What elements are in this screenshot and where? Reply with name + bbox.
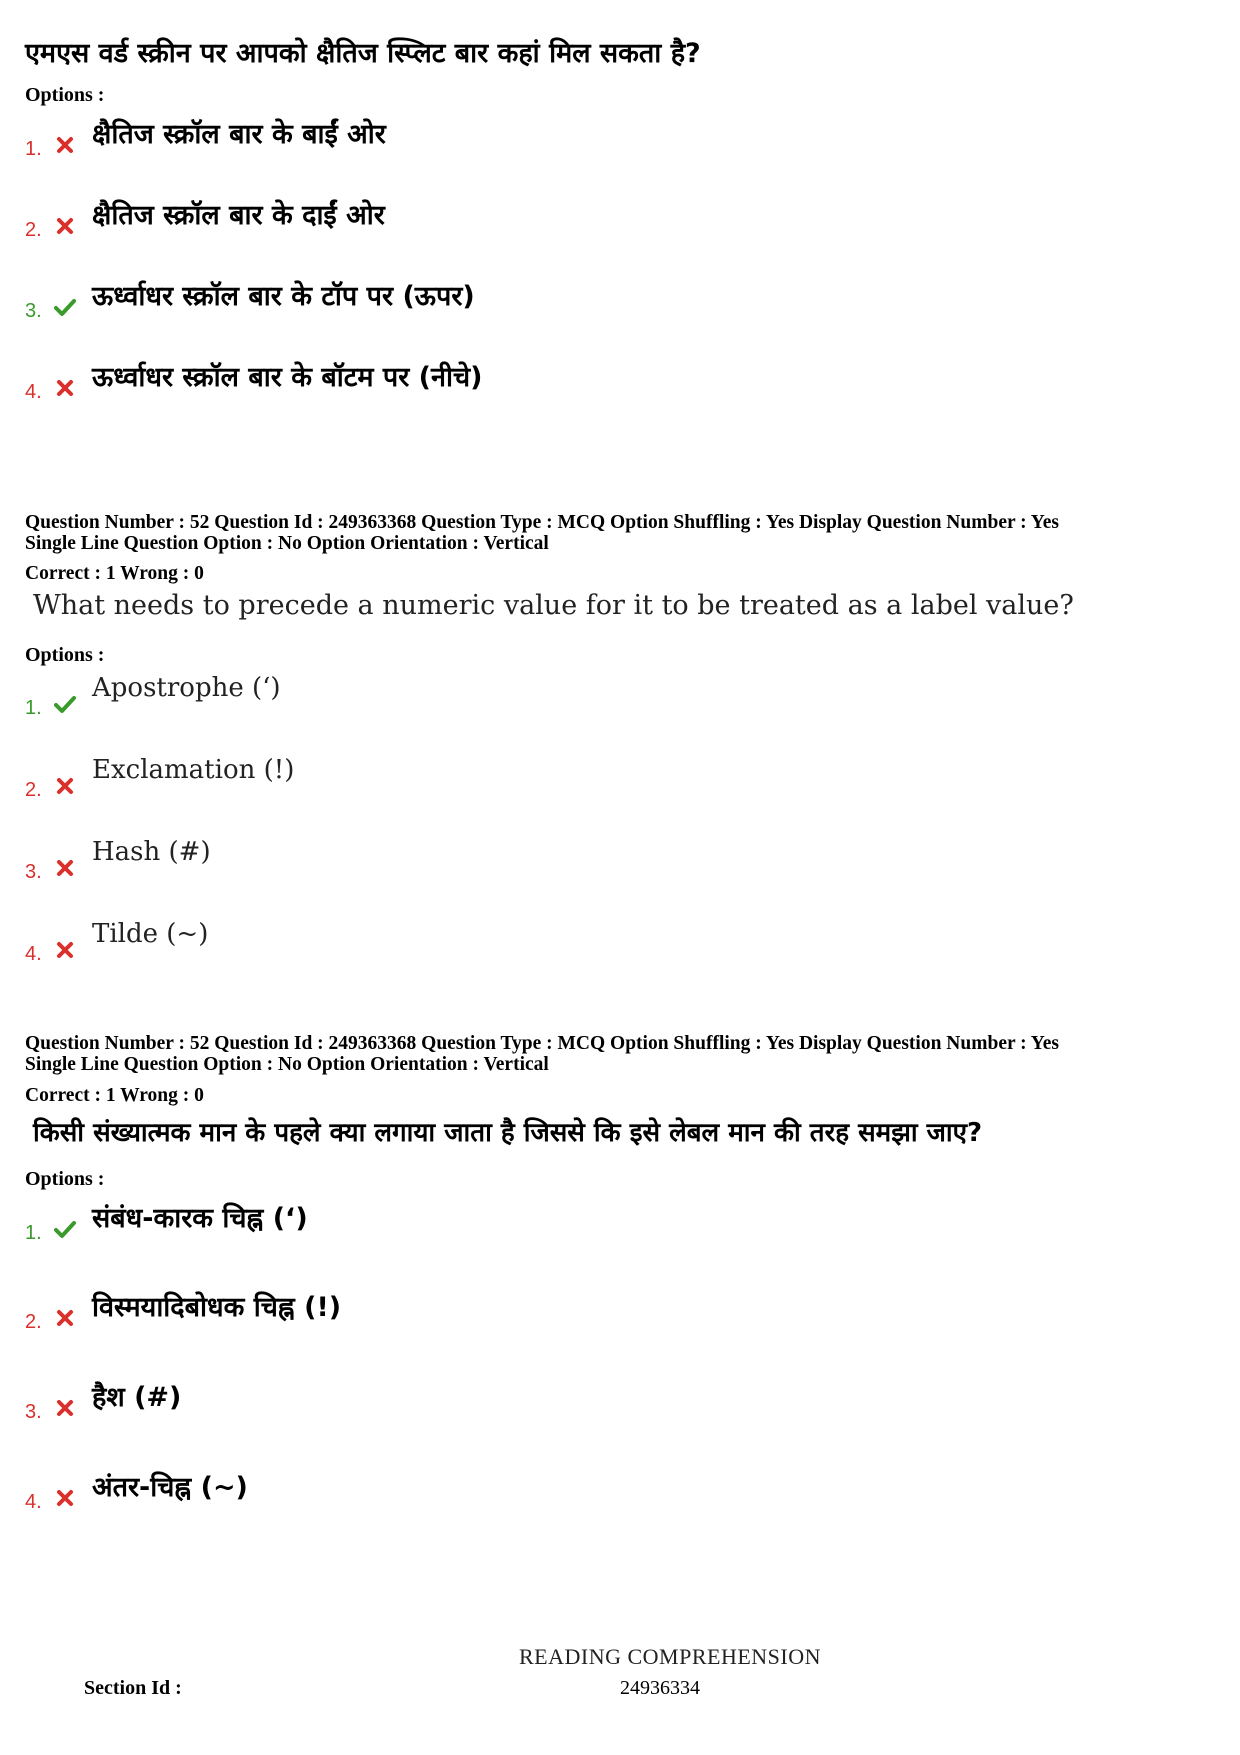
option-number: 1. (25, 1222, 42, 1244)
check-icon (54, 693, 76, 715)
cross-icon (54, 1397, 76, 1419)
cross-icon (54, 1307, 76, 1329)
section-title: READING COMPREHENSION (518, 1644, 821, 1669)
cross-icon (54, 775, 76, 797)
cross-icon (54, 939, 76, 961)
check-icon (54, 296, 76, 318)
options-label: Options : (25, 84, 105, 106)
meta-line: Single Line Question Option : No Option Orientation : Vertical (25, 533, 549, 554)
option-text: ऊर्ध्वाधर स्क्रॉल बार के बॉटम पर (नीचे) (92, 362, 483, 393)
option-text: Exclamation (!) (92, 755, 295, 785)
question-meta (25, 512, 1215, 554)
section-id-value: 24936334 (620, 1677, 700, 1699)
option-number: 2. (25, 779, 42, 801)
meta-line: Question Number : 52 Question Id : 249363368 Question Type : MCQ Option Shuffling : Yes Display Question Number : Yes (25, 1033, 1059, 1054)
options-label: Options : (25, 1168, 105, 1190)
section-id-label: Section Id : (84, 1677, 182, 1699)
score-line: Correct : 1 Wrong : 0 (25, 563, 204, 584)
meta-line: Single Line Question Option : No Option Orientation : Vertical (25, 1054, 549, 1075)
check-icon (54, 1218, 76, 1240)
option-number: 3. (25, 861, 42, 883)
option-number: 4. (25, 381, 42, 403)
option-number: 3. (25, 300, 42, 322)
cross-icon (54, 857, 76, 879)
cross-icon (54, 134, 76, 156)
question-text: एमएस वर्ड स्क्रीन पर आपको क्षैतिज स्प्लिट बार कहां मिल सकता है? (25, 38, 701, 69)
score-line: Correct : 1 Wrong : 0 (25, 1085, 204, 1106)
option-number: 1. (25, 697, 42, 719)
option-text: क्षैतिज स्क्रॉल बार के दाईं ओर (92, 200, 385, 231)
options-label: Options : (25, 644, 105, 666)
option-text: हैश (#) (92, 1382, 182, 1413)
option-number: 3. (25, 1401, 42, 1423)
question-text: किसी संख्यात्मक मान के पहले क्या लगाया जाता है जिससे कि इसे लेबल मान की तरह समझा जाए? (33, 1118, 983, 1148)
option-text: अंतर-चिह्न (~) (92, 1472, 248, 1503)
option-text: Tilde (~) (92, 919, 209, 949)
option-number: 4. (25, 1491, 42, 1513)
option-text: विस्मयादिबोधक चिह्न (!) (92, 1292, 342, 1323)
option-text: Hash (#) (92, 837, 211, 867)
question-text: What needs to precede a numeric value for it to be treated as a label value? (33, 590, 1074, 621)
cross-icon (54, 1487, 76, 1509)
option-text: ऊर्ध्वाधर स्क्रॉल बार के टॉप पर (ऊपर) (92, 281, 475, 312)
option-number: 4. (25, 943, 42, 965)
question-meta (25, 1033, 1215, 1075)
cross-icon (54, 377, 76, 399)
option-number: 1. (25, 138, 42, 160)
option-text: Apostrophe (‘) (92, 673, 281, 703)
option-number: 2. (25, 219, 42, 241)
option-text: क्षैतिज स्क्रॉल बार के बाईं ओर (92, 119, 386, 150)
meta-line: Question Number : 52 Question Id : 249363368 Question Type : MCQ Option Shuffling : Yes Display Question Number : Yes (25, 512, 1059, 533)
cross-icon (54, 215, 76, 237)
option-number: 2. (25, 1311, 42, 1333)
option-text: संबंध-कारक चिह्न (‘) (92, 1203, 308, 1234)
